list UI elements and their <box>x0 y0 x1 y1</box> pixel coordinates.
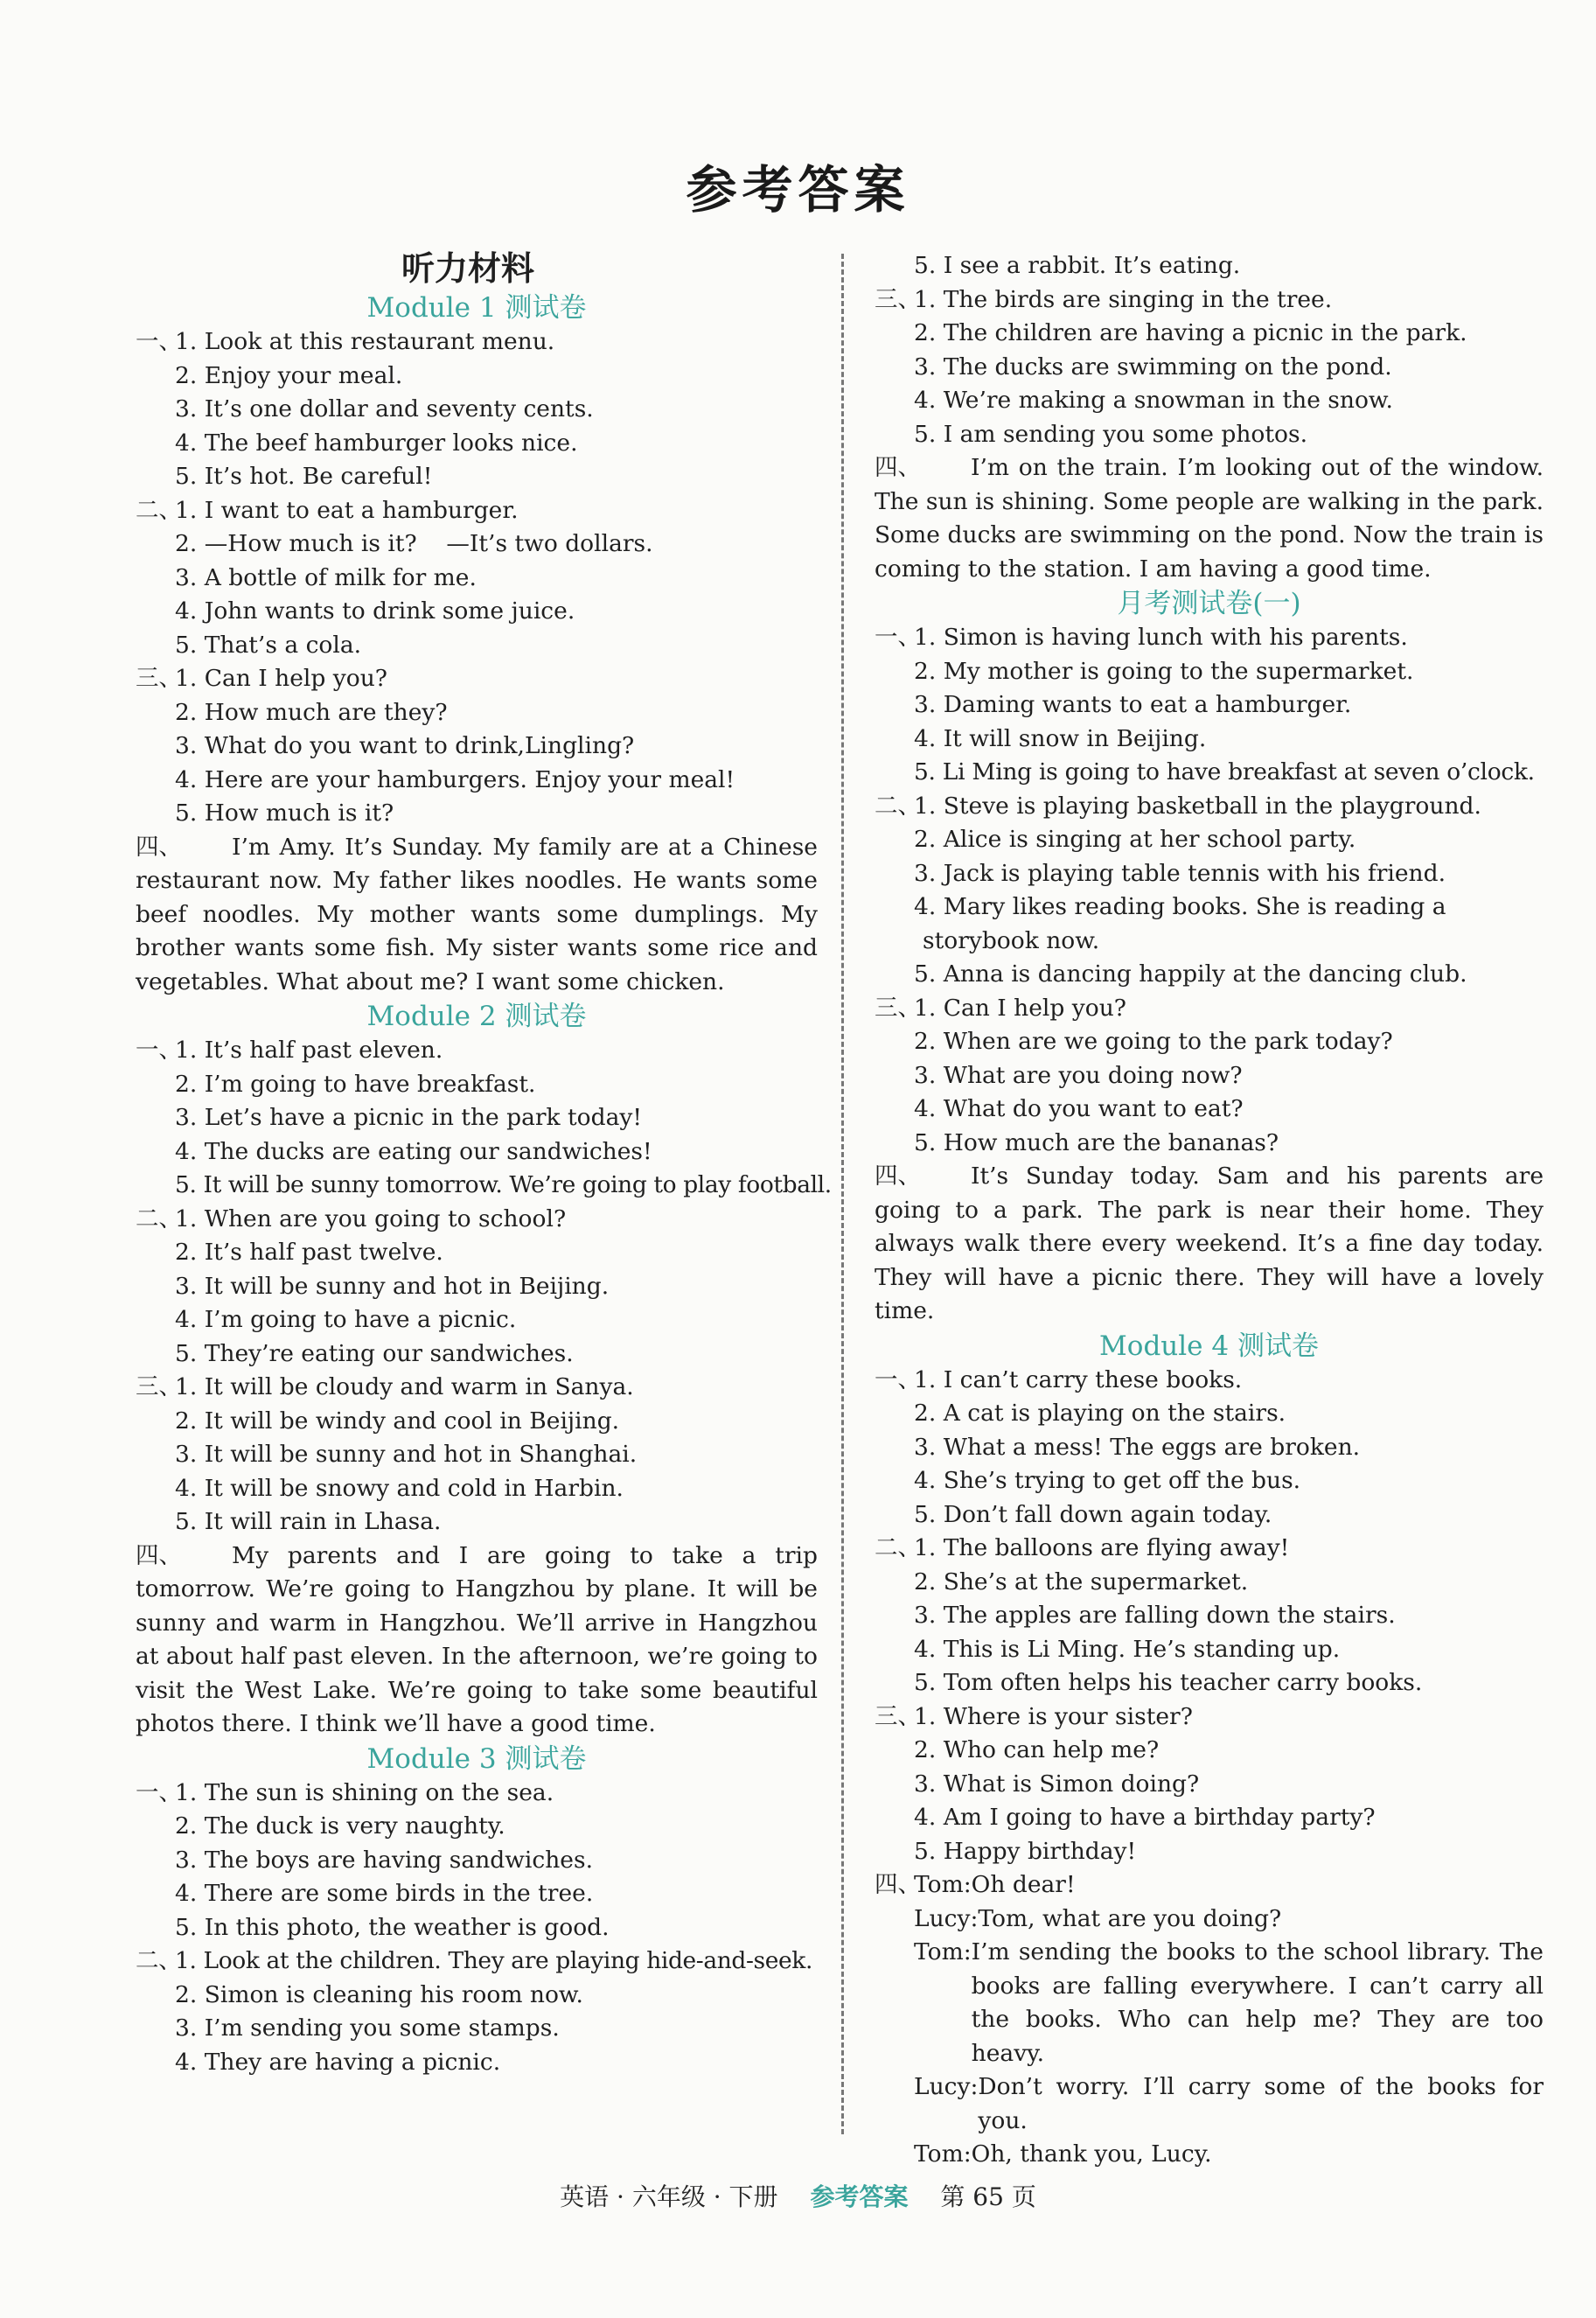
list-item: 5. Anna is dancing happily at the dancing club. <box>914 960 1467 988</box>
page-footer <box>0 2178 1596 2213</box>
list-item: 2. Simon is cleaning his room now. <box>175 1980 583 2008</box>
list-item: 3. It will be sunny and hot in Shanghai. <box>175 1441 638 1468</box>
list-item: 4. Mary likes reading books. She is reading a <box>914 893 1446 920</box>
dialog-line: Tom: Oh, thank you, Lucy. <box>914 2140 1212 2168</box>
column-divider <box>841 254 844 2134</box>
list-item: 二、1. When are you going to school? <box>136 1204 567 1232</box>
list-item: 二、1. I want to eat a hamburger. <box>136 496 519 524</box>
list-item: 3. Daming wants to eat a hamburger. <box>914 691 1352 718</box>
list-item: 3. The ducks are swimming on the pond. <box>914 353 1392 381</box>
passage: 四、 I’m on the train. I’m looking out of the window. The sun is shining. Some people are walking in the park. Some ducks are swimming on the pond. Now the train is coming to the station. I am having a good time. <box>875 454 1544 583</box>
list-item: 2. The duck is very naughty. <box>175 1812 505 1840</box>
list-item: 4. Here are your hamburgers. Enjoy your meal! <box>175 765 735 793</box>
list-item: 4. We’re making a snowman in the snow. <box>914 387 1393 414</box>
list-item: 2. It’s half past twelve. <box>175 1239 443 1266</box>
list-item: 二、1. The balloons are flying away! <box>875 1534 1290 1561</box>
list-item: 3. The apples are falling down the stairs. <box>914 1602 1396 1629</box>
list-item: 3. It’s one dollar and seventy cents. <box>175 395 594 422</box>
list-item: 4. John wants to drink some juice. <box>175 597 575 625</box>
list-item: 3. What are you doing now? <box>914 1061 1243 1089</box>
left-column <box>136 247 832 2079</box>
dialog-line: Lucy: Don’t worry. I’ll carry some of the books for you. <box>914 2073 1544 2134</box>
list-item: 3. I’m sending you some stamps. <box>175 2014 560 2042</box>
list-item: 三、1. Where is your sister? <box>875 1702 1193 1730</box>
list-item: 4. She’s trying to get off the bus. <box>914 1467 1301 1494</box>
list-item: 5. I am sending you some photos. <box>914 420 1308 448</box>
list-item: 4. They are having a picnic. <box>175 2048 501 2076</box>
list-item: 2. Enjoy your meal. <box>175 361 403 389</box>
monthly-test-title: 月考测试卷(一) <box>1117 588 1301 619</box>
module-1-title: Module 1 测试卷 <box>366 292 587 324</box>
list-item: 二、1. Look at the children. They are playing hide-and-seek. <box>136 1947 812 1974</box>
list-item: 2. Alice is singing at her school party. <box>914 826 1356 853</box>
dialog-line: 四、 Tom: Oh dear! <box>875 1871 1076 1898</box>
list-item: 5. In this photo, the weather is good. <box>175 1913 610 1941</box>
list-item: 三、1. Can I help you? <box>875 994 1126 1022</box>
passage: 四、 My parents and I are going to take a trip tomorrow. We’re going to Hangzhou by plane. It will be sunny and warm in Hangzhou. We’ll arrive in Hangzhou at about half past eleven. In the afternoon, we’re going to visit the West Lake. We’re going to take some beautiful photos there. I think we’ll have a good time. <box>136 1541 818 1737</box>
page-title: 参考答案 <box>686 160 910 220</box>
module-3-title: Module 3 测试卷 <box>366 1742 587 1775</box>
passage: 四、 I’m Amy. It’s Sunday. My family are at a Chinese restaurant now. My father likes noodles. He wants some beef noodles. My mother wants some dumplings. My brother wants some fish. My sister wants some rice and vegetables. What about me? I want some chicken. <box>136 833 818 995</box>
list-item: 5. It’s hot. Be careful! <box>175 463 433 490</box>
list-item: 5. Don’t fall down again today. <box>914 1500 1272 1528</box>
list-item: 5. They’re eating our sandwiches. <box>175 1339 574 1367</box>
list-item: 2. It will be windy and cool in Beijing. <box>175 1407 620 1435</box>
section-title: 听力材料 <box>401 249 534 288</box>
list-item: 4. It will be snowy and cold in Harbin. <box>175 1474 624 1502</box>
list-item: 一、1. The sun is shining on the sea. <box>136 1778 554 1806</box>
list-item: 5. Happy birthday! <box>914 1837 1137 1865</box>
list-item: 5. It will rain in Lhasa. <box>175 1508 442 1535</box>
list-item: 三、1. It will be cloudy and warm in Sanya. <box>136 1373 634 1400</box>
list-item: 4. This is Li Ming. He’s standing up. <box>914 1635 1341 1663</box>
list-item: 3. What a mess! The eggs are broken. <box>914 1433 1361 1461</box>
module-4-title: Module 4 测试卷 <box>1099 1330 1319 1362</box>
list-item: 2. Who can help me? <box>914 1736 1160 1763</box>
list-item: 4. Am I going to have a birthday party? <box>914 1804 1376 1831</box>
list-item: 一、1. Simon is having lunch with his parents. <box>875 624 1408 651</box>
dialog-line: Tom: I’m sending the books to the school library. The books are falling everywhere. I can’t carry all the books. Who can help me? They are too heavy. <box>914 1938 1544 2067</box>
list-item: 4. What do you want to eat? <box>914 1095 1244 1122</box>
right-column <box>875 249 1544 2172</box>
list-item: 二、1. Steve is playing basketball in the playground. <box>875 792 1481 820</box>
list-item: 3. What do you want to drink,Lingling? <box>175 732 635 759</box>
module-2-title: Module 2 测试卷 <box>366 1001 587 1032</box>
list-item: 5. Tom often helps his teacher carry books. <box>914 1669 1423 1696</box>
list-item: 2. —How much is it? —It’s two dollars. <box>175 530 653 557</box>
list-item: 4. The ducks are eating our sandwiches! <box>175 1137 652 1165</box>
list-item: 4. There are some birds in the tree. <box>175 1880 594 1907</box>
list-item: 5. It will be sunny tomorrow. We’re going to play football. <box>175 1171 832 1198</box>
passage: 四、 It’s Sunday today. Sam and his parents are going to a park. The park is near their home. They always walk there every weekend. It’s a fine day today. They will have a picnic there. They will have a lovely time. <box>875 1162 1544 1324</box>
list-item: 4. It will snow in Beijing. <box>914 724 1207 752</box>
page-number: 第 65 页 <box>940 2182 1036 2211</box>
list-item: 一、1. It’s half past eleven. <box>136 1037 443 1064</box>
list-item: 5. That’s a cola. <box>175 631 362 659</box>
list-item: 3. Let’s have a picnic in the park today! <box>175 1104 643 1131</box>
list-item: 4. The beef hamburger looks nice. <box>175 429 578 457</box>
list-item: 5. Li Ming is going to have breakfast at seven o’clock. <box>914 758 1535 785</box>
list-item: 3. What is Simon doing? <box>914 1770 1200 1798</box>
dialog-line: Lucy: Tom, what are you doing? <box>914 1904 1282 1932</box>
list-item: 一、1. Look at this restaurant menu. <box>136 328 555 355</box>
list-item: 三、1. The birds are singing in the tree. <box>875 285 1333 313</box>
list-item: 三、1. Can I help you? <box>136 665 387 692</box>
list-item: 3. The boys are having sandwiches. <box>175 1846 594 1874</box>
list-item: 2. The children are having a picnic in the park. <box>914 319 1467 346</box>
list-item: 3. It will be sunny and hot in Beijing. <box>175 1272 610 1300</box>
footer-answers-label: 参考答案 <box>810 2182 909 2211</box>
list-item: 4. I’m going to have a picnic. <box>175 1306 517 1333</box>
list-item: 5. I see a rabbit. It’s eating. <box>914 252 1241 279</box>
list-item: 2. When are we going to the park today? <box>914 1028 1393 1055</box>
list-item: 2. How much are they? <box>175 698 448 726</box>
list-item: 一、1. I can’t carry these books. <box>875 1365 1243 1393</box>
list-item: 5. How much is it? <box>175 799 394 827</box>
list-item: 5. How much are the bananas? <box>914 1128 1279 1156</box>
list-item: 3. A bottle of milk for me. <box>175 563 477 591</box>
list-item: 3. Jack is playing table tennis with his friend. <box>914 859 1446 887</box>
list-item: storybook now. <box>923 926 1100 954</box>
list-item: 2. She’s at the supermarket. <box>914 1567 1249 1595</box>
list-item: 2. I’m going to have breakfast. <box>175 1070 536 1098</box>
list-item: 2. A cat is playing on the stairs. <box>914 1400 1286 1427</box>
footer-subject: 英语 · 六年级 · 下册 <box>560 2182 778 2211</box>
list-item: 2. My mother is going to the supermarket. <box>914 657 1414 685</box>
